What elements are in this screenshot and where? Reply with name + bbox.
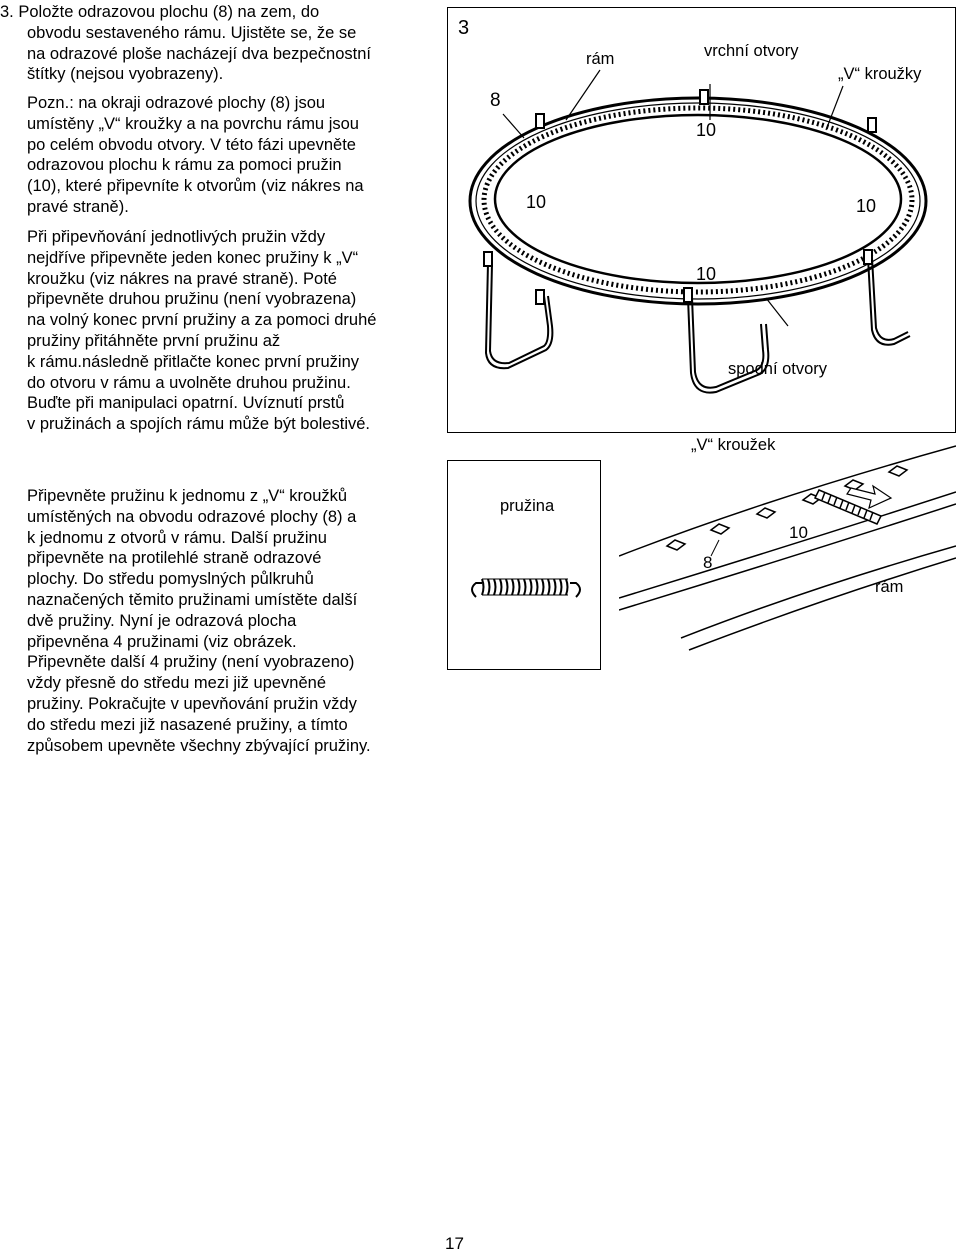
text-line: v pružinách a spojích rámu může být bolestivé. — [27, 415, 370, 434]
text-line: Připevněte pružinu k jednomu z „V“ kroužků — [27, 487, 348, 505]
jumping-mat — [495, 115, 901, 283]
text-line: kroužku (viz nákres na pravé straně). Poté — [27, 269, 337, 288]
spring-number-label: 10 — [789, 523, 808, 542]
spring-number-label-left: 10 — [526, 192, 547, 212]
text-line: Při připevňování jednotlivých pružin vždy — [27, 228, 326, 246]
v-ring-detail-drawing — [619, 428, 956, 670]
text-line: nejdříve připevněte jeden konec pružiny k „V“ — [27, 248, 359, 267]
text-line: odrazovou plochu k rámu za pomoci pružin — [27, 156, 342, 175]
v-ring-label: „V“ kroužek — [691, 436, 776, 454]
page-number: 17 — [445, 1234, 464, 1253]
text-line: připevněte druhou pružinu (není vyobrazena) — [27, 290, 357, 309]
text-line: po celém obvodu otvory. V této fázi upevněte — [27, 135, 356, 154]
text-line: do otvoru v rámu a uvolněte druhou pružinu. — [27, 373, 351, 392]
text-line: obvodu sestaveného rámu. Ujistěte se, že se — [27, 23, 357, 42]
spring-number-label-front: 10 — [696, 264, 717, 284]
text-line: naznačených těmito pružinami umístěte další — [27, 590, 358, 609]
spring-coils — [482, 579, 568, 595]
mat-number-label: 8 — [703, 553, 713, 572]
bottom-holes-label: spodní otvory — [728, 360, 828, 378]
text-line: Připevněte další 4 pružiny (není vyobrazeno) — [27, 653, 355, 672]
text-line: Buďte při manipulaci opatrní. Uvíznutí prstů — [27, 394, 345, 413]
text-line: vždy přesně do středu mezi již upevněné — [27, 674, 326, 693]
spring-number-label-right: 10 — [856, 196, 877, 216]
text-line: pružiny. Pokračujte v upevňování pružin vždy — [27, 694, 357, 713]
text-line: k jednomu z otvorů v rámu. Další pružinu — [27, 528, 327, 547]
text-line: k rámu.následně přitlačte konec první pružiny — [27, 352, 359, 371]
text-line: pravé straně). — [27, 197, 129, 216]
text-line: Pozn.: na okraji odrazové plochy (8) jsou — [27, 94, 326, 112]
text-line: způsobem upevněte všechny zbývající pružiny. — [27, 736, 371, 755]
frame-label-detail: rám — [875, 578, 904, 596]
spring-number-label-top: 10 — [696, 120, 717, 140]
frame-label: rám — [586, 50, 615, 68]
text-line: 3. Položte odrazovou plochu (8) na zem, do — [0, 3, 320, 21]
text-line: plochy. Do středu pomyslných půlkruhů — [27, 570, 314, 589]
text-line: dvě pružiny. Nyní je odrazová plocha — [27, 611, 297, 630]
step-number: 3 — [458, 17, 470, 39]
step-3-text — [0, 2, 371, 85]
mat-number-label: 8 — [490, 90, 501, 111]
spring-figure — [447, 460, 601, 670]
attach-springs-text — [27, 486, 371, 756]
text-line: připevněna 4 pružinami (viz obrázek. — [27, 632, 297, 651]
text-line: pružiny přitáhněte první pružinu až — [27, 331, 281, 350]
spring-label: pružina — [500, 497, 555, 515]
text-line: na volný konec první pružiny a za pomoci druhé — [27, 311, 377, 330]
text-line: připevněte na protilehlé straně odrazové — [27, 549, 322, 568]
text-line: na odrazové ploše nacházejí dva bezpečnostní — [27, 44, 371, 63]
v-rings-label: „V“ kroužky — [838, 65, 922, 83]
text-line: umístěných na obvodu odrazové plochy (8) a — [27, 507, 357, 526]
springs-procedure-text — [27, 227, 376, 435]
v-rings — [667, 466, 907, 550]
spring-drawing — [448, 461, 601, 670]
text-line: umístěny „V“ kroužky a na povrchu rámu jsou — [27, 114, 359, 133]
text-line: (10), které připevníte k otvorům (viz nákres na — [27, 177, 364, 196]
text-line: do středu mezi již nasazené pružiny, a tímto — [27, 715, 348, 734]
trampoline-figure — [447, 7, 956, 433]
note-text — [27, 93, 364, 218]
text-line: štítky (nejsou vyobrazeny). — [27, 65, 224, 84]
v-ring-detail-figure — [619, 428, 956, 670]
top-holes-label: vrchní otvory — [704, 42, 799, 60]
